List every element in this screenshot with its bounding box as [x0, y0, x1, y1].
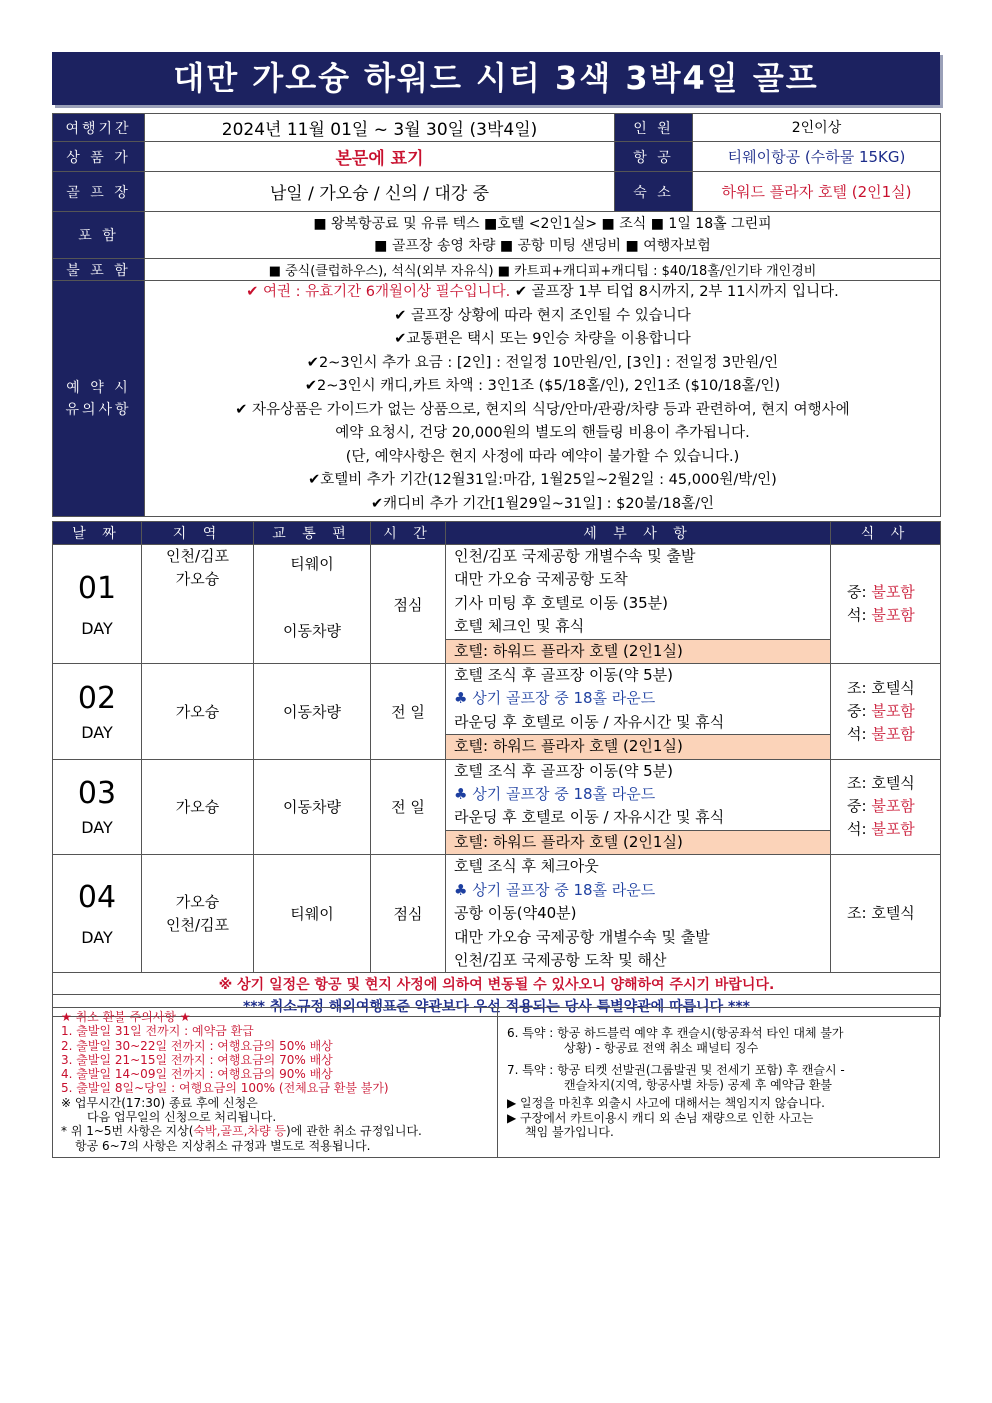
- cancel-rule: 2. 출발일 30~22일 전까지 : 여행요금의 50% 배상: [61, 1038, 333, 1053]
- cancel-rule: 3. 출발일 21~15일 전까지 : 여행요금의 70% 배상: [61, 1052, 333, 1067]
- notice: ▶ 구장에서 카트이용시 캐디 외 손님 재량으로 인한 사고는: [507, 1110, 814, 1125]
- teeup-note: ✔ 골프장 1부 티업 8시까지, 2부 11시까지 입니다.: [510, 284, 839, 300]
- meal-key: 중:: [847, 701, 867, 720]
- transport: 이동차량: [254, 664, 371, 760]
- header-region: 지 역: [142, 522, 254, 545]
- passport-note: ✔ 여권 : 유효기간 6개월이상 필수입니다.: [246, 284, 511, 300]
- notes-label-2: 유의사항: [65, 401, 132, 418]
- schedule-warning: ※ 상기 일정은 항공 및 현지 사정에 의하여 변동될 수 있사오니 양해하여 주시기 바랍니다.: [53, 973, 941, 995]
- detail-item: 호텔 체크인 및 휴식: [454, 617, 585, 636]
- meal-value: 불포함: [871, 797, 915, 816]
- transport: 이동차량: [283, 622, 341, 641]
- time: 전 일: [371, 664, 446, 760]
- cancellation-rules: [53, 1008, 498, 1157]
- note-item: ✔2~3인시 캐디,카트 차액 : 3인1조 ($5/18홀/인), 2인1조 ($10/18홀/인): [304, 378, 781, 394]
- special-term: 6. 특약 : 항공 하드블럭 예약 후 캔슬시(항공좌석 타인 대체 불가: [507, 1026, 844, 1040]
- meal-key: 석:: [847, 820, 867, 839]
- note-item: ✔2~3인시 추가 요금 : [2인] : 전일정 10만원/인, [3인] : 전일정 3만원/인: [306, 354, 779, 371]
- special-term: 캔슬차지(지역, 항공사별 차등) 공제 후 예약금 환불: [564, 1077, 832, 1092]
- note-item: ✔캐디비 추가 기간[1월29일~31일] : $20불/18홀/인: [370, 495, 715, 512]
- airline-label: 항 공: [615, 142, 693, 172]
- detail-item: ♣ 상기 골프장 중 18홀 라운드: [454, 689, 656, 708]
- meal-value: 호텔식: [871, 774, 915, 793]
- footnote: 항공 6~7의 사항은 지상취소 규정과 별도로 적용됩니다.: [75, 1138, 371, 1153]
- cancellation-box: [52, 1007, 940, 1158]
- cancellation-heading: ★ 취소 환불 주의사항 ★: [61, 1010, 191, 1024]
- schedule-table: [52, 521, 941, 1017]
- region: 가오슝: [142, 664, 254, 760]
- special-term: 7. 특약 : 항공 티켓 선발권(그룹발권 및 전세기 포함) 후 캔슬시 -: [507, 1063, 845, 1077]
- day-row: [53, 855, 941, 973]
- notice: 책임 불가입니다.: [525, 1125, 614, 1139]
- day-number: 02: [77, 680, 117, 716]
- meal-key: 중:: [847, 797, 867, 816]
- detail-item: 인천/김포 국제공항 개별수속 및 출발: [454, 547, 696, 565]
- detail-item: 호텔 조식 후 골프장 이동(약 5분): [454, 761, 673, 780]
- special-term: 상황) - 항공료 전액 취소 패널티 징수: [564, 1040, 759, 1055]
- day-label: DAY: [81, 928, 113, 948]
- footnote: * 위 1~5번 사항은 지상(숙박,골프,차량 등)에 관한 취소 규정입니다.: [61, 1124, 422, 1139]
- meal-value: 불포함: [871, 724, 915, 743]
- region: 가오슝: [142, 759, 254, 855]
- detail-item: 인천/김포 국제공항 도착 및 해산: [454, 950, 667, 969]
- header-transport: 교 통 편: [254, 522, 371, 545]
- golf-value: 남일 / 가오슝 / 신의 / 대강 중: [145, 172, 615, 212]
- note-item: ✔ 자유상품은 가이드가 없는 상품으로, 현지의 식당/안마/관광/차량 등과 관련하여, 현지 여행사에: [235, 401, 850, 418]
- detail-item: 공항 이동(약40분): [454, 904, 577, 923]
- detail-item: ♣ 상기 골프장 중 18홀 라운드: [454, 880, 656, 899]
- detail-item: 호텔 조식 후 골프장 이동(약 5분): [454, 666, 673, 685]
- note-item: ✔교통편은 택시 또는 9인승 차량을 이용합니다: [394, 331, 691, 347]
- info-table: [52, 113, 941, 517]
- transport: 티웨이: [290, 555, 334, 574]
- notes-label-1: 예 약 시: [66, 379, 131, 396]
- note-item: 예약 요청시, 건당 20,000원의 별도의 핸들링 비용이 추가됩니다.: [335, 425, 750, 441]
- meal-key: 조:: [847, 904, 867, 923]
- note-item: ✔호텔비 추가 기간(12월31일:마감, 1월25일~2월2일 : 45,000원/박/인): [308, 472, 777, 488]
- meal-value: 불포함: [871, 606, 915, 625]
- meal-key: 조:: [847, 678, 867, 697]
- day-number: 04: [77, 880, 117, 916]
- hotel-label: 숙 소: [615, 172, 693, 212]
- hotel-note: 호텔: 하워드 플라자 호텔 (2인1실): [446, 734, 830, 758]
- time: 점심: [371, 855, 446, 973]
- meal-value: 호텔식: [871, 904, 915, 923]
- period-value: 2024년 11월 01일 ~ 3월 30일 (3박4일): [145, 114, 615, 142]
- note-item: ✔ 골프장 상황에 따라 현지 조인될 수 있습니다: [394, 307, 691, 324]
- detail-item: 라운딩 후 호텔로 이동 / 자유시간 및 휴식: [454, 712, 725, 731]
- period-label: 여행기간: [53, 114, 145, 142]
- meal-value: 불포함: [871, 701, 915, 720]
- meal-value: 호텔식: [871, 678, 915, 697]
- region: 가오슝: [175, 570, 220, 588]
- page-title: 대만 가오슝 하워드 시티 3색 3박4일 골프: [52, 52, 940, 105]
- cancel-rule: 4. 출발일 14~09일 전까지 : 여행요금의 90% 배상: [61, 1067, 333, 1082]
- detail-item: ♣ 상기 골프장 중 18홀 라운드: [454, 785, 656, 804]
- transport: 티웨이: [254, 855, 371, 973]
- notes-line-1: [145, 281, 940, 305]
- region: 가오슝: [175, 892, 220, 911]
- include-label: 포 함: [53, 212, 145, 259]
- day-label: DAY: [81, 618, 113, 638]
- cancel-rule-note: *** 취소규정 해외여행표준 약관보다 우선 적용되는 당사 특별약관에 따릅니다 ***: [53, 995, 941, 1017]
- people-value: 2인이상: [693, 114, 941, 142]
- time: 점심: [371, 545, 446, 664]
- day-number: 03: [77, 776, 117, 812]
- detail-item: 대만 가오슝 국제공항 도착: [454, 570, 628, 589]
- day-row: [53, 664, 941, 760]
- detail-item: 라운딩 후 호텔로 이동 / 자유시간 및 휴식: [454, 808, 725, 827]
- exclude-label: 불 포 함: [53, 259, 145, 281]
- include-line-2: ■ 골프장 송영 차량 ■ 공항 미팅 샌딩비 ■ 여행자보험: [374, 238, 711, 254]
- day-label: DAY: [81, 722, 113, 742]
- day-label: DAY: [81, 818, 113, 838]
- price-value: 본문에 표기: [145, 142, 615, 172]
- include-line-1: ■ 왕복항공료 및 유류 텍스 ■호텔 <2인1실> ■ 조식 ■ 1일 18홀 그린피: [313, 216, 772, 232]
- meal-key: 중:: [847, 583, 867, 602]
- detail-item: 대만 가오슝 국제공항 개별수속 및 출발: [454, 927, 710, 946]
- note-item: (단, 예약사항은 현지 사정에 따라 예약이 불가할 수 있습니다.): [345, 448, 740, 465]
- detail-item: 호텔 조식 후 체크아웃: [454, 857, 599, 876]
- time: 전 일: [371, 759, 446, 855]
- office-hours-note: 다음 업무일의 신청으로 처리됩니다.: [87, 1110, 277, 1125]
- hotel-value: 하워드 플라자 호텔 (2인1실): [693, 172, 941, 212]
- meal-value: 불포함: [871, 820, 915, 839]
- region: 인천/김포: [165, 915, 229, 934]
- meal-key: 조:: [847, 774, 867, 793]
- header-time: 시 간: [371, 522, 446, 545]
- hotel-note: 호텔: 하워드 플라자 호텔 (2인1실): [446, 830, 830, 854]
- header-meals: 식 사: [831, 522, 941, 545]
- notes-list: [145, 281, 941, 517]
- notice: ▶ 일정을 마친후 외출시 사고에 대해서는 책임지지 않습니다.: [507, 1096, 825, 1110]
- hotel-note: 호텔: 하워드 플라자 호텔 (2인1실): [446, 639, 830, 663]
- golf-label: 골 프 장: [53, 172, 145, 212]
- cancel-rule: 1. 출발일 31일 전까지 : 예약금 환급: [61, 1024, 254, 1039]
- transport: 이동차량: [254, 759, 371, 855]
- people-label: 인 원: [615, 114, 693, 142]
- office-hours-note: ※ 업무시간(17:30) 종료 후에 신청은: [61, 1095, 258, 1110]
- day-row: [53, 759, 941, 855]
- region: 인천/김포: [165, 547, 229, 565]
- meal-key: 석:: [847, 606, 867, 625]
- meal-value: 불포함: [871, 583, 915, 602]
- meal-key: 석:: [847, 724, 867, 743]
- airline-value: 티웨이항공 (수하물 15KG): [693, 142, 941, 172]
- header-date: 날 짜: [53, 522, 142, 545]
- cancel-rule: 5. 출발일 8일~당일 : 여행요금의 100% (전체요금 환불 불가): [61, 1081, 389, 1096]
- day-number: 01: [77, 570, 117, 606]
- exclude-value: ■ 중식(클럽하우스), 석식(외부 자유식) ■ 카트피+캐디피+캐디팁 : $40/18홀/인기타 개인경비: [145, 259, 941, 281]
- special-terms: [499, 1008, 939, 1157]
- price-label: 상 품 가: [53, 142, 145, 172]
- header-details: 세 부 사 항: [446, 522, 831, 545]
- detail-item: 기사 미팅 후 호텔로 이동 (35분): [454, 593, 669, 612]
- day-row: [53, 545, 941, 664]
